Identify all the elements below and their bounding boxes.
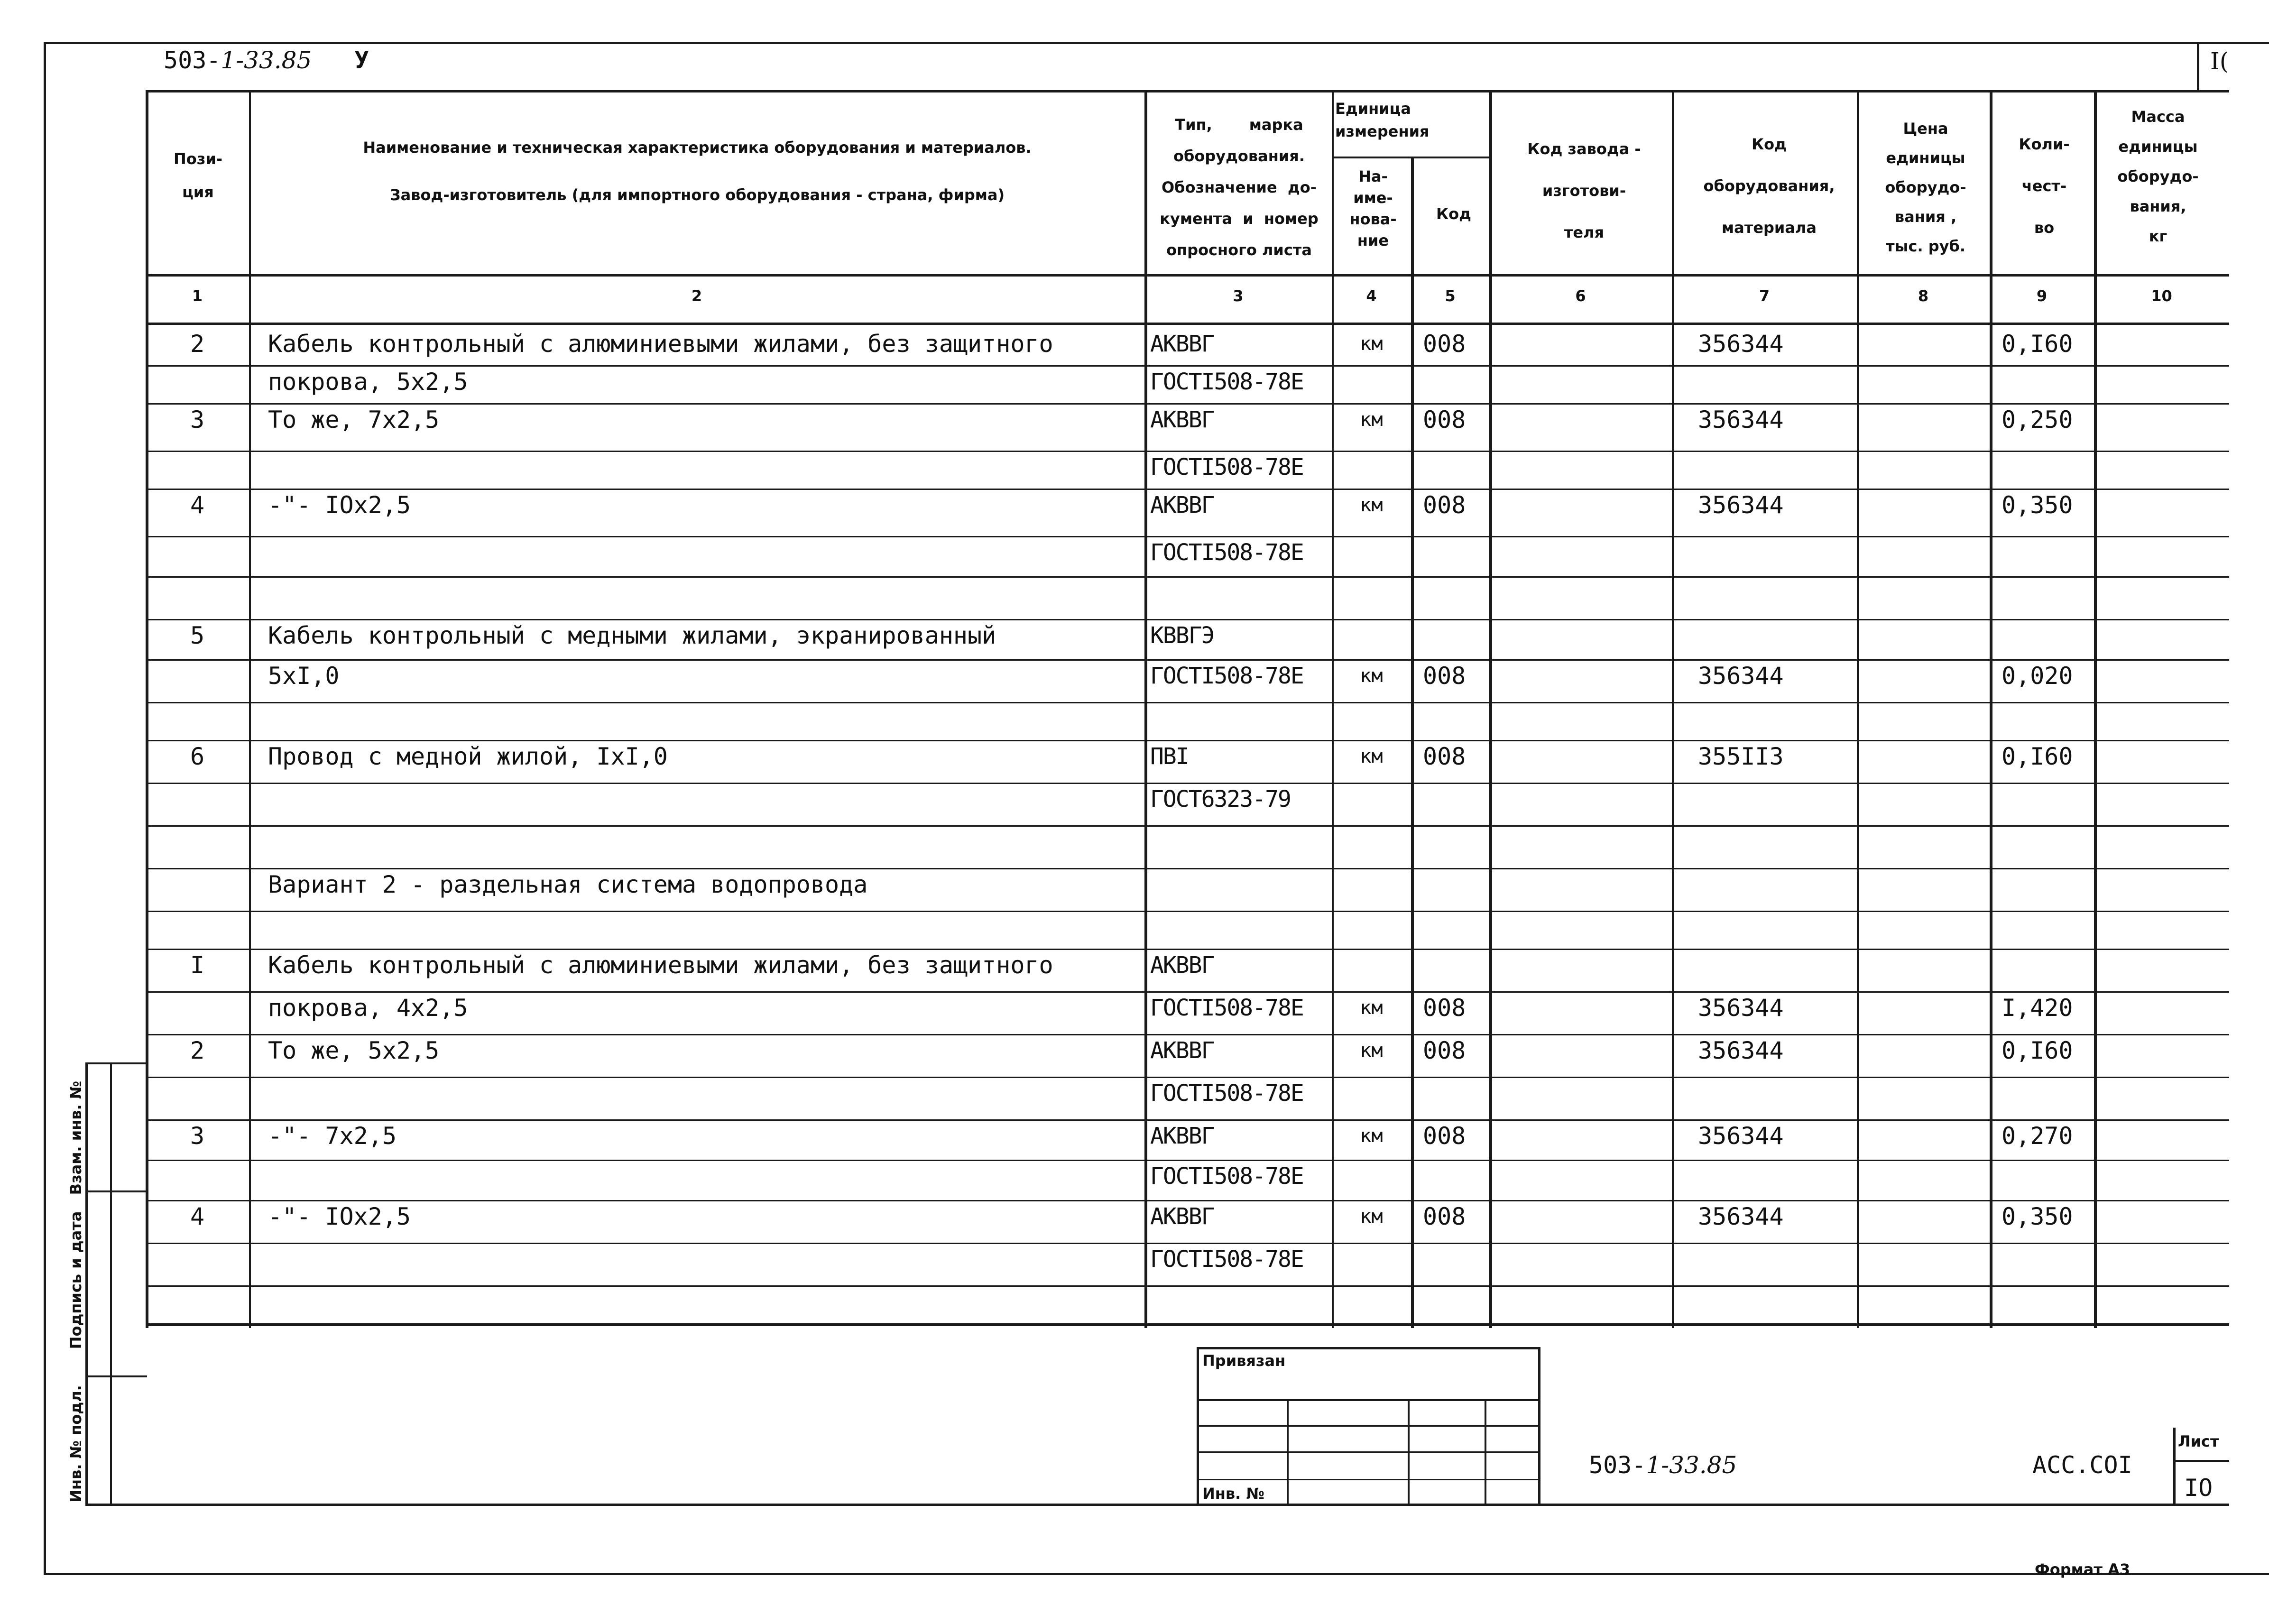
row-name: -"- 7х2,5 (268, 1122, 397, 1150)
side-label-podpis: Подпись и дата (67, 1211, 85, 1349)
row-unit: км (1360, 494, 1383, 516)
header-factory-code: Код завода - изготови- теля (1527, 140, 1641, 241)
row-line-22 (146, 1243, 2229, 1244)
corner-sheet-number: I( (2210, 47, 2229, 75)
row-quantity: 0,350 (2002, 1203, 2073, 1230)
row-line-12 (146, 825, 2229, 827)
table-bottom-line (146, 1323, 2229, 1326)
stamp-code-handwritten: 1-33.85 (1646, 1451, 1737, 1479)
side-label-vzam: Взам. инв. № (67, 1080, 85, 1195)
row-name: 5хI,0 (268, 662, 340, 690)
stamp-doc-designation: АСС.СОI (2032, 1451, 2132, 1479)
row-equipment-code: 356344 (1698, 1122, 1784, 1150)
row-name: Вариант 2 - раздельная система водопровода (268, 871, 868, 898)
row-type: АКВВГ (1150, 492, 1214, 518)
stamp-v1 (1287, 1399, 1289, 1506)
row-name: Кабель контрольный с алюминиевыми жилами, без защитного (268, 951, 1053, 979)
row-type: ГОСТI508-78Е (1150, 1163, 1303, 1190)
sheet-label: Лист (2178, 1432, 2219, 1450)
row-unit: км (1360, 746, 1383, 767)
row-name: -"- IOх2,5 (268, 491, 411, 519)
row-quantity: 0,020 (2002, 662, 2073, 690)
row-position: 4 (190, 491, 205, 519)
row-unit-code: 008 (1423, 1203, 1466, 1230)
row-line-11 (146, 783, 2229, 784)
row-position: 6 (190, 743, 205, 770)
document-code-handwritten: 1-33.85 (221, 46, 312, 74)
header-name-line1: Наименование и техническая характеристика оборудования и материалов. (363, 138, 1032, 157)
row-line-17 (146, 1034, 2229, 1035)
header-position: Пози- ция (173, 150, 223, 201)
row-unit-code: 008 (1423, 743, 1466, 770)
stamp-v2 (1408, 1399, 1410, 1506)
row-line-3 (146, 451, 2229, 452)
margin-box-line1 (85, 1190, 147, 1192)
bound-label: Привязан (1202, 1352, 1286, 1370)
row-equipment-code: 356344 (1698, 330, 1784, 358)
stamp-top (1197, 1347, 1540, 1349)
row-name: покрова, 5х2,5 (268, 368, 468, 396)
row-type: ГОСТI508-78Е (1150, 995, 1303, 1021)
row-type: ГОСТI508-78Е (1150, 1246, 1303, 1273)
row-line-23 (146, 1285, 2229, 1287)
format-label: Формат А3 (2035, 1560, 2131, 1578)
row-position: 4 (190, 1203, 205, 1230)
header-quantity: Коли- чест- во (2019, 135, 2070, 237)
row-type: ГОСТI508-78Е (1150, 539, 1303, 566)
column-number-10: 10 (2151, 287, 2172, 305)
document-mark: У (354, 46, 369, 74)
row-line-4 (146, 489, 2229, 490)
row-equipment-code: 356344 (1698, 1203, 1784, 1230)
unit-sub-line (1332, 157, 1489, 158)
row-unit: км (1360, 409, 1383, 431)
stamp-h2 (1197, 1425, 1540, 1427)
header-equipment-code: Код оборудования, материала (1703, 135, 1835, 237)
header-unit-code: Код (1436, 205, 1471, 223)
row-unit: км (1360, 333, 1383, 355)
row-line-20 (146, 1160, 2229, 1161)
row-quantity: 0,270 (2002, 1122, 2073, 1150)
stamp-h4 (1197, 1479, 1540, 1480)
row-line-15 (146, 949, 2229, 950)
row-line-18 (146, 1077, 2229, 1078)
row-quantity: 0,I60 (2002, 743, 2073, 770)
column-number-3: 3 (1233, 287, 1244, 305)
row-line-13 (146, 868, 2229, 869)
column-line-10 (2094, 90, 2097, 1328)
row-unit-code: 008 (1423, 1037, 1466, 1064)
row-position: 2 (190, 1037, 205, 1064)
row-line-5 (146, 536, 2229, 537)
row-unit: км (1360, 997, 1383, 1019)
corner-divider (2197, 42, 2199, 92)
sheet-number: IO (2184, 1474, 2213, 1502)
header-unit-name: На- име- нова- ние (1349, 167, 1397, 249)
row-type: АКВВГ (1150, 952, 1214, 978)
header-name-line2: Завод-изготовитель (для импортного оборудования - страна, фирма) (389, 186, 1005, 204)
header-bottom-line (146, 274, 2229, 277)
row-line-2 (146, 403, 2229, 405)
document-code-prefix: 503- (164, 46, 221, 74)
row-unit-code: 008 (1423, 491, 1466, 519)
stamp-code-prefix: 503- (1589, 1451, 1646, 1479)
row-unit-code: 008 (1423, 406, 1466, 434)
margin-box-bottom (85, 1504, 147, 1506)
row-type: ГОСТI508-78Е (1150, 369, 1303, 395)
row-line-1 (146, 365, 2229, 367)
column-number-6: 6 (1575, 287, 1586, 305)
row-unit-code: 008 (1423, 330, 1466, 358)
row-line-10 (146, 740, 2229, 741)
row-position: 5 (190, 622, 205, 649)
row-type: ПВI (1150, 743, 1189, 770)
row-unit: км (1360, 1125, 1383, 1147)
row-equipment-code: 356344 (1698, 406, 1784, 434)
row-quantity: 0,250 (2002, 406, 2073, 434)
row-type: ГОСТI508-78Е (1150, 454, 1303, 480)
row-position: 2 (190, 330, 205, 358)
column-number-1: 1 (192, 287, 203, 305)
row-quantity: 0,I60 (2002, 1037, 2073, 1064)
row-line-6 (146, 576, 2229, 578)
column-line-7 (1672, 90, 1674, 1328)
row-unit-code: 008 (1423, 1122, 1466, 1150)
header-type: Тип, марка оборудования. Обозначение до- кумента и номер опросного листа (1160, 116, 1319, 259)
table-top-line (146, 90, 2229, 92)
column-line-8 (1857, 90, 1859, 1328)
row-name: Кабель контрольный с алюминиевыми жилами, без защитного (268, 330, 1053, 358)
row-equipment-code: 356344 (1698, 662, 1784, 690)
row-equipment-code: 356344 (1698, 491, 1784, 519)
column-number-7: 7 (1759, 287, 1770, 305)
row-position: 3 (190, 1122, 205, 1150)
margin-box-left (85, 1062, 88, 1505)
margin-box-line2 (85, 1375, 147, 1377)
row-type: ГОСТI508-78Е (1150, 663, 1303, 689)
header-price: Цена единицы оборудо- вания , тыс. руб. (1885, 120, 1966, 255)
row-position: 3 (190, 406, 205, 434)
row-type: АКВВГ (1150, 406, 1214, 433)
row-type: ГОСТI508-78Е (1150, 1080, 1303, 1107)
row-unit: км (1360, 665, 1383, 687)
sheet-box-mid (2173, 1460, 2229, 1462)
frame-bottom (44, 1573, 2269, 1575)
row-name: Провод с медной жилой, IхI,0 (268, 743, 668, 770)
margin-box-mid (110, 1062, 112, 1505)
row-line-16 (146, 991, 2229, 993)
stamp-document-code (1589, 1451, 1737, 1479)
row-quantity: 0,I60 (2002, 330, 2073, 358)
column-number-8: 8 (1918, 287, 1929, 305)
row-line-21 (146, 1200, 2229, 1201)
stamp-h1 (1197, 1399, 1540, 1401)
row-name: -"- IOх2,5 (268, 1203, 411, 1230)
row-line-14 (146, 911, 2229, 912)
row-unit: км (1360, 1040, 1383, 1061)
header-unit: Единица измерения (1335, 100, 1430, 140)
column-line-3 (1144, 90, 1147, 1328)
row-type: КВВГЭ (1150, 622, 1214, 649)
row-equipment-code: 355II3 (1698, 743, 1784, 770)
column-number-4: 4 (1366, 287, 1377, 305)
document-code (164, 46, 369, 74)
row-unit-code: 008 (1423, 662, 1466, 690)
row-line-19 (146, 1119, 2229, 1121)
side-label-inv: Инв. № подл. (67, 1385, 85, 1503)
row-unit-code: 008 (1423, 994, 1466, 1022)
stamp-v3 (1485, 1399, 1486, 1506)
title-block-bottom (146, 1504, 2229, 1506)
row-name: Кабель контрольный с медными жилами, экранированный (268, 622, 996, 649)
frame-top (44, 42, 2269, 44)
column-number-2: 2 (691, 287, 702, 305)
margin-box-top (85, 1062, 147, 1064)
row-equipment-code: 356344 (1698, 1037, 1784, 1064)
column-number-5: 5 (1445, 287, 1456, 305)
row-type: АКВВГ (1150, 331, 1214, 357)
row-name: То же, 5х2,5 (268, 1037, 440, 1064)
column-line-9 (1990, 90, 1992, 1328)
row-type: АКВВГ (1150, 1203, 1214, 1230)
row-type: ГОСТ6323-79 (1150, 786, 1291, 812)
row-type: АКВВГ (1150, 1037, 1214, 1064)
row-line-8 (146, 659, 2229, 661)
numbers-bottom-line (146, 323, 2229, 325)
row-name: То же, 7х2,5 (268, 406, 440, 434)
stamp-h3 (1197, 1451, 1540, 1453)
column-line-2 (249, 90, 251, 1328)
row-line-7 (146, 619, 2229, 620)
row-position: I (190, 951, 205, 979)
column-line-6 (1489, 90, 1492, 1328)
row-name: покрова, 4х2,5 (268, 994, 468, 1022)
sheet-box-left (2173, 1428, 2176, 1506)
column-line-5 (1411, 157, 1414, 1328)
row-unit: км (1360, 1206, 1383, 1227)
column-number-9: 9 (2036, 287, 2048, 305)
inventory-label: Инв. № (1202, 1485, 1264, 1503)
frame-left (44, 42, 46, 1574)
row-quantity: 0,350 (2002, 491, 2073, 519)
row-quantity: I,420 (2002, 994, 2073, 1022)
row-type: АКВВГ (1150, 1123, 1214, 1149)
row-equipment-code: 356344 (1698, 994, 1784, 1022)
row-line-9 (146, 702, 2229, 703)
header-mass: Масса единицы оборудо- вания, кг (2117, 108, 2199, 245)
